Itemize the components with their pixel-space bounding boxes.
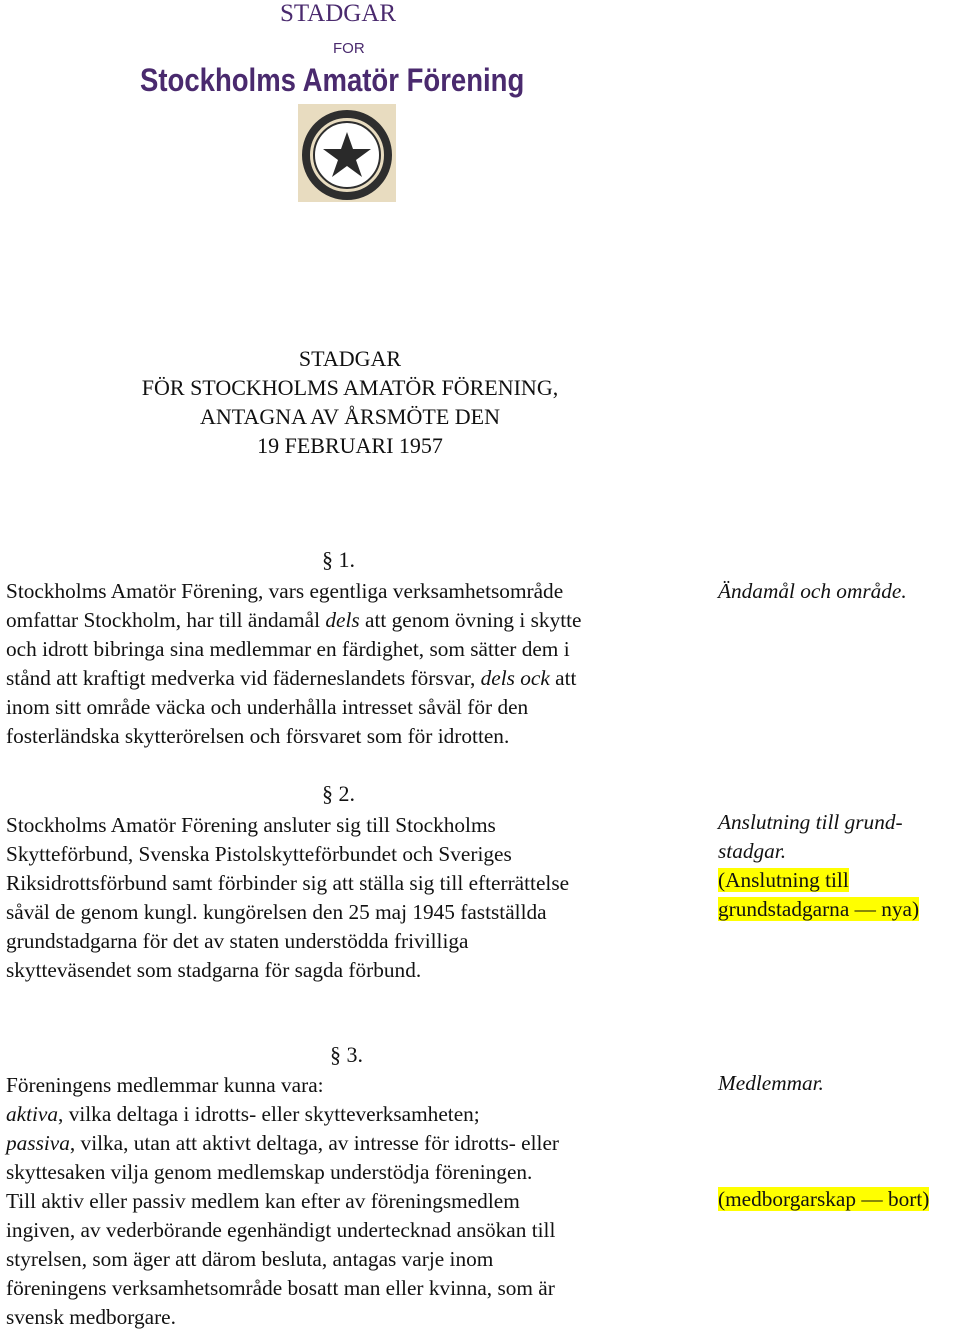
section-3-line-6: ingiven, av vederbörande egenhändigt undertecknad ansökan till xyxy=(6,1218,556,1242)
section-3-margin-note: Medlemmar. xyxy=(718,1071,824,1095)
section-3-text xyxy=(6,1071,696,1332)
section-2-line-6: skytteväsendet som stadgarna för sagda förbund. xyxy=(6,958,422,982)
section-2-note-line-1: Anslutning till grund- xyxy=(718,810,903,834)
title-line-1: STADGAR xyxy=(298,346,402,371)
section-2-text xyxy=(6,811,696,985)
title-line-3: ANTAGNA AV ÅRSMÖTE DEN xyxy=(200,404,500,429)
section-3-line-4: skyttesaken vilja genom medlemskap understödja föreningen. xyxy=(6,1160,533,1184)
section-3-line-2: aktiva, vilka deltaga i idrotts- eller skytteverksamheten; xyxy=(6,1102,480,1126)
section-1-line-2: omfattar Stockholm, har till ändamål dels att genom övning i skytte xyxy=(6,608,582,632)
section-3-line-9: svensk medborgare. xyxy=(6,1305,176,1329)
section-2-line-5: grundstadgarna för det av staten understödda frivilliga xyxy=(6,929,469,953)
section-1-text xyxy=(6,577,696,751)
header-stadgar: STADGAR xyxy=(280,0,397,27)
section-1-line-6: fosterländska skytterörelsen och försvaret som för idrotten. xyxy=(6,724,510,748)
section-3-note-highlight: (medborgarskap — bort) xyxy=(718,1187,930,1211)
section-2-note-line-2: stadgar. xyxy=(718,839,787,863)
title-line-2: FÖR STOCKHOLMS AMATÖR FÖRENING, xyxy=(141,375,559,400)
section-2-note-highlight-1: (Anslutning till xyxy=(718,868,849,892)
section-1-line-1: Stockholms Amatör Förening, vars egentliga verksamhetsområde xyxy=(6,579,564,603)
section-2-line-4: såväl de genom kungl. kungörelsen den 25 maj 1945 fastställda xyxy=(6,900,547,924)
section-2-margin-note xyxy=(718,808,919,924)
section-3-line-7: styrelsen, som äger att därom besluta, antagas varje inom xyxy=(6,1247,494,1271)
section-2-line-2: Skytteförbund, Svenska Pistolskytteförbundet och Sveriges xyxy=(6,842,512,866)
club-emblem-star-icon xyxy=(298,104,396,202)
section-1-line-5: inom sitt område väcka och underhålla intresset såväl för den xyxy=(6,695,529,719)
document-title xyxy=(0,344,700,460)
section-3-line-5: Till aktiv eller passiv medlem kan efter av föreningsmedlem xyxy=(6,1189,520,1213)
title-line-4: 19 FEBRUARI 1957 xyxy=(257,433,443,458)
section-2-line-1: Stockholms Amatör Förening ansluter sig till Stockholms xyxy=(6,813,496,837)
section-3-line-1: Föreningens medlemmar kunna vara: xyxy=(6,1073,324,1097)
section-3-margin-highlight-wrap xyxy=(718,1185,929,1214)
section-1-line-4: stånd att kraftigt medverka vid fäderneslandets försvar, dels ock att xyxy=(6,666,577,690)
section-2-number: § 2. xyxy=(322,781,355,806)
section-1-margin-note: Ändamål och område. xyxy=(718,579,907,603)
header-for: FOR xyxy=(333,40,365,57)
section-1-line-3: och idrott bibringa sina medlemmar en färdighet, som sätter dem i xyxy=(6,637,570,661)
section-3-number: § 3. xyxy=(330,1042,363,1067)
section-2-note-highlight-2: grundstadgarna — nya) xyxy=(718,897,920,921)
section-2-line-3: Riksidrottsförbund samt förbinder sig att ställa sig till efterrättelse xyxy=(6,871,570,895)
header-club-name: Stockholms Amatör Förening xyxy=(140,62,525,98)
section-1-number: § 1. xyxy=(322,547,355,572)
section-3-line-8: föreningens verksamhetsområde bosatt man eller kvinna, som är xyxy=(6,1276,555,1300)
section-3-line-3: passiva, vilka, utan att aktivt deltaga, av intresse för idrotts- eller xyxy=(6,1131,559,1155)
